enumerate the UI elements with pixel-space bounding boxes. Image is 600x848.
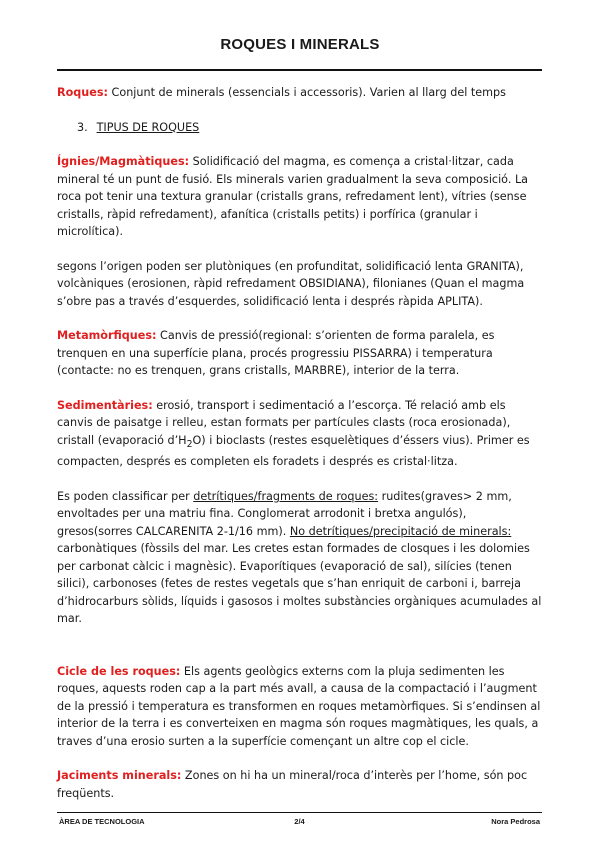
title-divider bbox=[57, 69, 542, 71]
roques-label: Roques: bbox=[57, 86, 108, 99]
ignies-label: Ígnies/Magmàtiques: bbox=[57, 155, 190, 168]
no-detritiques-text: carbonàtiques (fòssils del mar. Les cretes estan formades de closques i les dolomies per carbonat càlcic i magnèsic). Evaporítiques (evaporació de sal), silícies (tenen silici), carbonoses (fetes de restes vegetals que s’han enriquit de carboni i, barreja d’hidrocarburs sòlids, líquids i gasosos i moltes substàncies orgàniques acumulades al mar. bbox=[57, 542, 542, 626]
list-text: TIPUS DE ROQUES bbox=[96, 120, 200, 134]
footer-author: Nora Pedrosa bbox=[491, 817, 540, 826]
jaciments-text: Zones on hi ha un mineral/roca d’interès per l’home, són poc freqüents. bbox=[57, 769, 528, 800]
roques-paragraph bbox=[57, 84, 542, 102]
cicle-label: Cicle de les roques: bbox=[57, 664, 181, 678]
origen-paragraph: segons l’origen poden ser plutòniques (en profunditat, solidificació lenta GRANITA), volcàniques (erosionen, ràpid refredament OBSIDIANA), filonianes (Quan el magma s’obre pas a través d’esquerdes, solidificació lenta i després ràpida APLITA). bbox=[57, 259, 525, 308]
jaciments-paragraph bbox=[57, 767, 542, 802]
metamorfiques-text: Canvis de pressió(regional: s’orienten de forma paralela, es trenquen en una superfície plana, procés progressiu PISSARRA) i temperatura (contacte: no es trenquen, grans cristalls, MARBRE), interior de la terra. bbox=[57, 329, 495, 377]
sedimentaries-label: Sedimentàries: bbox=[57, 398, 153, 412]
detritiques-label: detrítiques/fragments de roques: bbox=[193, 489, 379, 503]
cicle-paragraph bbox=[57, 663, 542, 751]
ignies-paragraph bbox=[57, 153, 542, 241]
jaciments-label: Jaciments minerals: bbox=[57, 769, 182, 783]
no-detritiques-label: No detrítiques/precipitació de minerals: bbox=[289, 524, 512, 538]
sedimentaries-paragraph bbox=[57, 397, 542, 471]
list-number: 3. bbox=[77, 120, 88, 134]
page-title: ROQUES I MINERALS bbox=[220, 36, 380, 53]
subscript-2: 2 bbox=[186, 438, 193, 450]
roques-text: Conjunt de minerals (essencials i accessoris). Varien al llarg del temps bbox=[108, 86, 506, 99]
spacer bbox=[57, 645, 542, 663]
detritiques-text: rudites(graves> 2 mm, envoltades per una matriu fina. Conglomerat arrodonit i bretxa angulós), gresos(sorres CALCARENITA 2-1/16 mm). bbox=[57, 489, 512, 538]
footer-page-number: 2/4 bbox=[294, 817, 305, 826]
cicle-text: Els agents geològics externs com la pluja sedimenten les roques, aquests roden cap a la part més avall, a causa de la compactació i l’augment de la pressió i temperatura es transformen en roques metamòrfiques. Si s’endinsen al interior de la terra i es converteixen en magma són roques magmàtiques, les quals, a traves d’una erosio surten a la superfície començant un altre cop el cicle. bbox=[57, 664, 541, 748]
footer-department: ÀREA DE TECNOLOGIA bbox=[59, 817, 145, 826]
sedimentaries-text-b: O) i bioclasts (restes esquelètiques d’éssers vius). Primer es compacten, després es completen els foradets i després es cristal·litza. bbox=[57, 433, 530, 469]
document-body bbox=[57, 84, 542, 819]
metamorfiques-label: Metamòrfiques: bbox=[57, 329, 157, 342]
ignies-text: Solidificació del magma, es comença a cristal·litzar, cada mineral té un punt de fusió. Els minerals varien gradualment la seva composició. La roca pot tenir una textura granular (cristalls grans, refredament lent), vítries (sense cristalls, ràpid refredament), afanítica (cristalls petits) i porfírica (granular i microlítica). bbox=[57, 155, 529, 238]
classificar-paragraph bbox=[57, 488, 542, 628]
classificar-intro: Es poden classificar per bbox=[57, 489, 194, 503]
list-item bbox=[57, 119, 542, 137]
sedimentaries-text-a: erosió, transport i sedimentació a l’escorça. Té relació amb els canvis de paisatge i relleu, estan formats per partícules clasts (roca erosionada), cristall (evaporació d’H bbox=[57, 398, 511, 447]
metamorfiques-paragraph bbox=[57, 327, 542, 380]
page-footer bbox=[57, 812, 542, 831]
